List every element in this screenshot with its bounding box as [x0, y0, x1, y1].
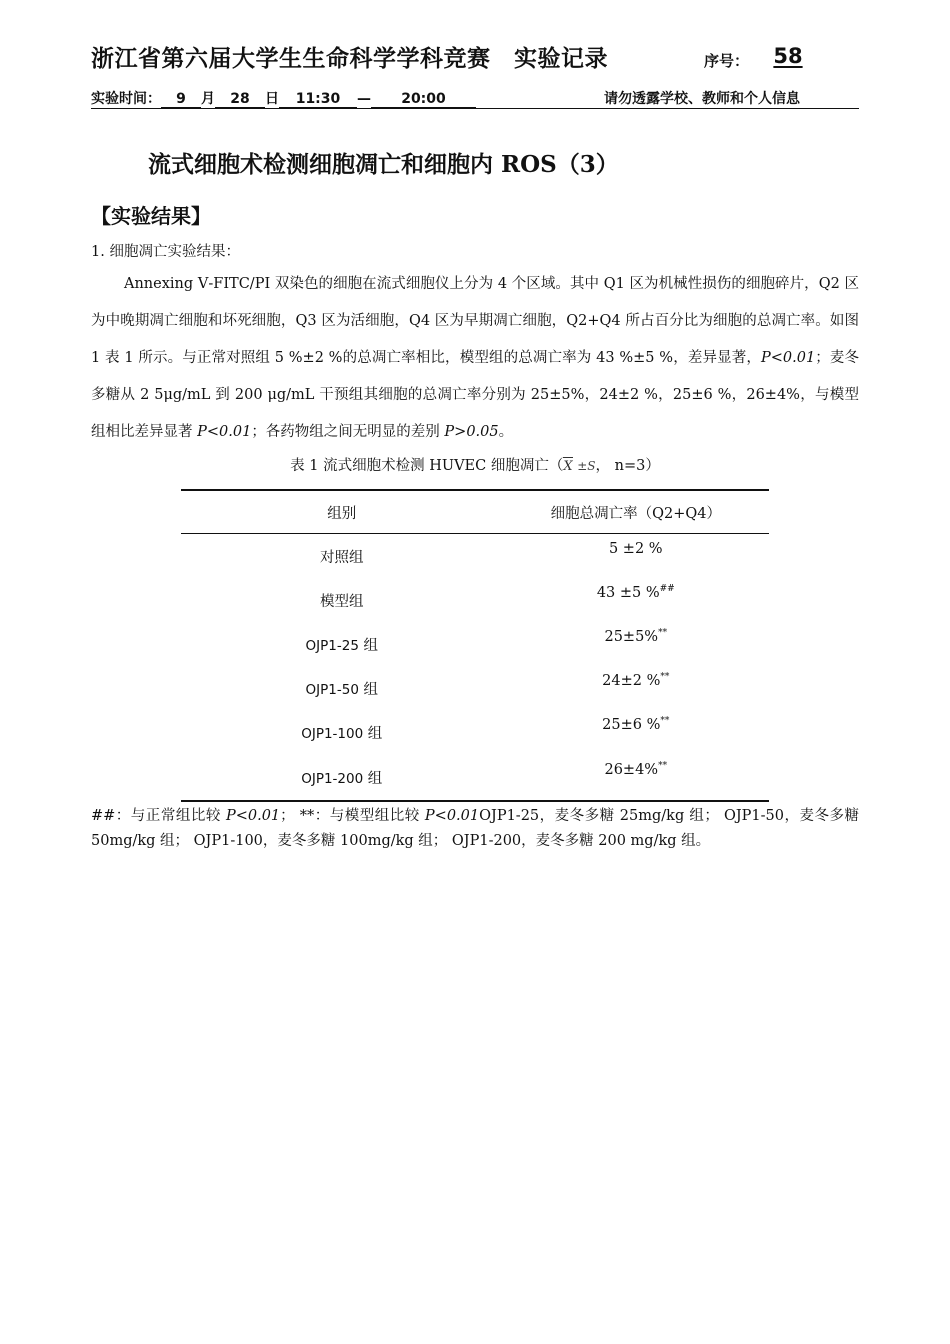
caption-suffix: ， n=3） — [595, 458, 660, 474]
group-cell: OJP1-200 组 — [181, 754, 503, 801]
rate-cell: 43 ±5 %## — [596, 584, 675, 602]
end-time: 20:00 — [371, 91, 476, 108]
p-value-3: P>0.05 — [444, 424, 499, 440]
rate-cell: 5 ±2 % — [608, 541, 663, 558]
table-footnote: ##：与正常组比较 P<0.01； **：与模型组比较 P<0.01OJP1-25，麦冬多糖 25mg/kg 组； OJP1-50，麦冬多糖 50mg/kg 组； OJP1-100，麦冬多糖 100mg/kg 组； OJP1-200，麦冬多糖 200 mg/kg 组。 — [91, 808, 860, 849]
competition-title: 浙江省第六届大学生生命科学学科竞赛 实验记录 — [91, 46, 608, 72]
privacy-notice: 请勿透露学校、教师和个人信息 — [604, 91, 800, 107]
table-header-row — [181, 490, 769, 534]
header-apoptosis-rate: 细胞总凋亡率（Q2+Q4） — [503, 490, 769, 534]
table-row — [181, 622, 769, 666]
sd-symbol: ±S — [577, 459, 596, 473]
paragraph-text-1: Annexing Ⅴ-FITC/PI 双染色的细胞在流式细胞仪上分为 4 个区域。其中 Q1 区为机械性损伤的细胞碎片，Q2 区为中晚期凋亡细胞和坏死细胞，Q3 区为活细胞，Q4 区为早期凋亡细胞，Q2+Q4 所占百分比为细胞的总凋亡率。如图 1 表 1 所示。与正常对照组 5 %±2 %的总凋亡率相比，模型组的总凋亡率为 43 %±5 %，差异显著， — [91, 276, 859, 366]
table-row — [181, 534, 769, 579]
table-row — [181, 666, 769, 710]
mean-symbol: X — [563, 459, 573, 474]
group-cell: OJP1-50 组 — [305, 681, 379, 698]
document-title: 流式细胞术检测细胞凋亡和细胞内 ROS（3） — [148, 151, 619, 178]
section-heading: 【实验结果】 — [91, 204, 211, 228]
day-value: 28 — [215, 91, 265, 108]
results-paragraph — [91, 266, 859, 451]
footnote-p-value-1: P<0.01 — [225, 808, 281, 824]
serial-label: 序号： — [704, 52, 750, 70]
rate-cell: 24±2 %** — [602, 672, 670, 690]
group-cell: OJP1-100 组 — [301, 725, 383, 742]
group-cell: 对照组 — [320, 549, 364, 566]
start-time: 11:30 — [279, 91, 357, 108]
experiment-time-row — [91, 88, 476, 108]
table-row — [181, 710, 769, 754]
table-caption — [0, 454, 950, 475]
day-unit: 日 — [265, 91, 279, 107]
apoptosis-table — [181, 489, 769, 802]
header-group: 组别 — [181, 490, 503, 534]
time-label: 实验时间： — [91, 91, 161, 107]
table-row — [181, 754, 769, 801]
serial-number: 58 — [773, 44, 803, 68]
subheading: 1. 细胞凋亡实验结果： — [91, 244, 240, 260]
month-unit: 月 — [201, 91, 215, 107]
p-value-1: P<0.01 — [761, 350, 816, 366]
footnote-p-value-2: P<0.01 — [424, 808, 480, 824]
rate-cell: 25±5%** — [604, 628, 668, 646]
time-dash: — — [357, 91, 371, 107]
header-divider — [91, 108, 859, 109]
paragraph-text-2: ；麦冬多糖从 2 5μg/mL 到 200 μg/mL 干预组其细胞的总凋亡率分别为 25±5%，24±2 %，25±6 %，26±4%，与模型组相比差异显著 — [91, 350, 860, 440]
month-value: 9 — [161, 91, 201, 108]
caption-text: 表 1 流式细胞术检测 HUVEC 细胞凋亡（ — [290, 458, 564, 474]
rate-cell: 25±6 %** — [602, 716, 670, 734]
group-cell: OJP1-25 组 — [305, 637, 379, 654]
table-row — [181, 578, 769, 622]
p-value-2: P<0.01 — [197, 424, 252, 440]
paragraph-text-4: 。 — [498, 424, 514, 440]
rate-cell: 26±4%** — [503, 754, 769, 801]
paragraph-text-3: ；各药物组之间无明显的差别 — [251, 424, 445, 440]
group-cell: 模型组 — [320, 593, 364, 610]
